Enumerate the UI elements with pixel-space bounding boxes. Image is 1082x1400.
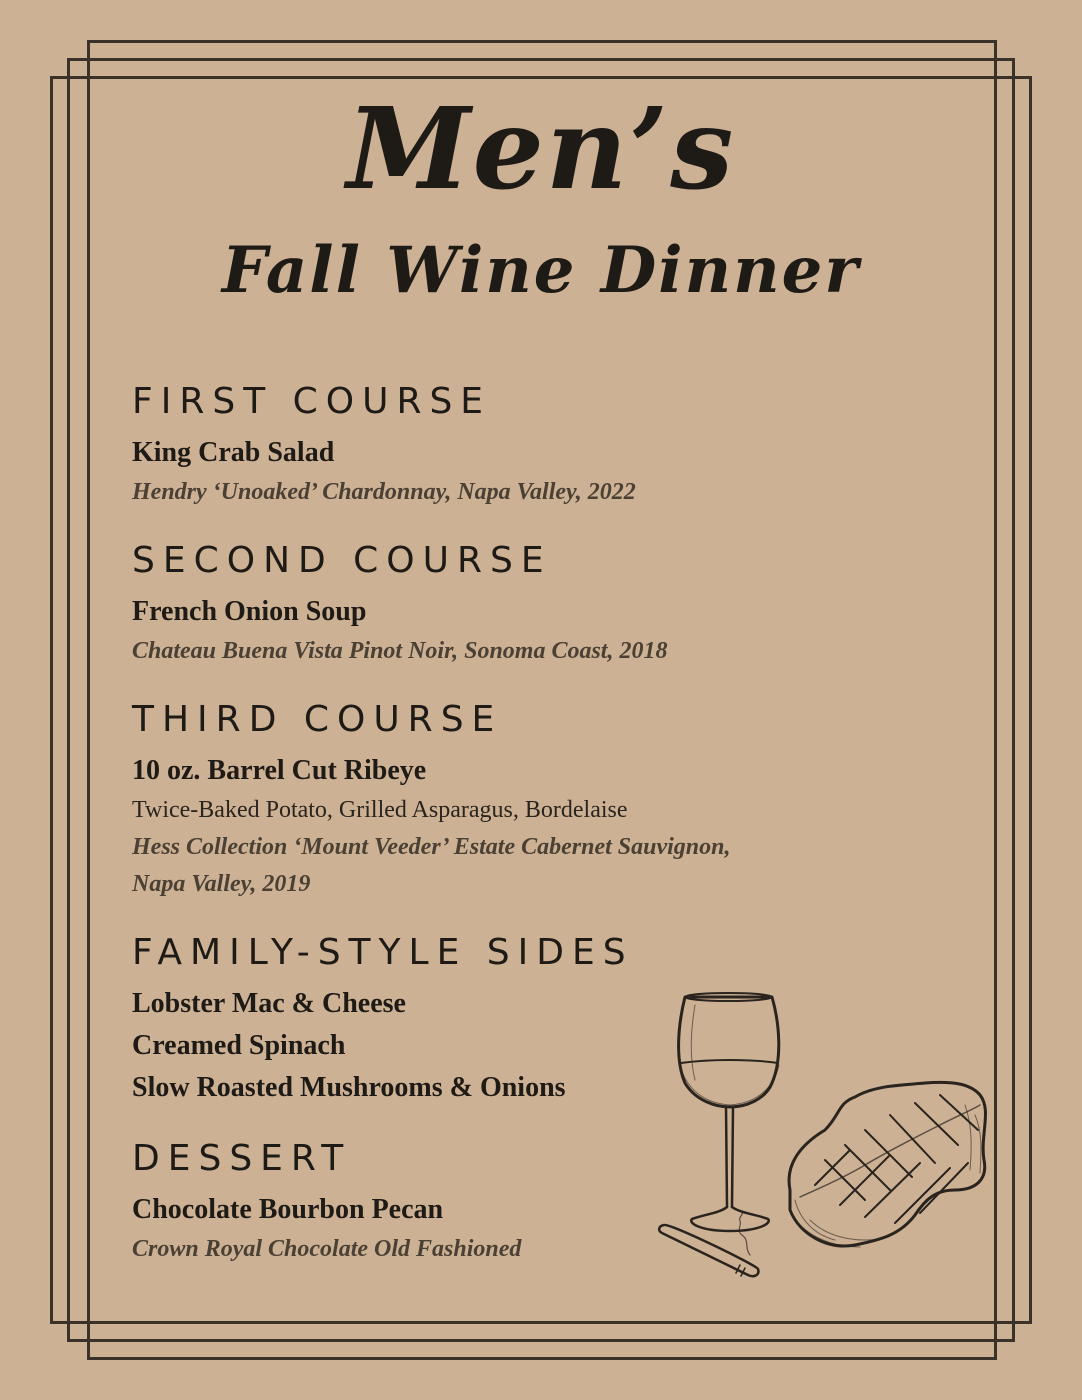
first-course-section bbox=[132, 376, 892, 511]
course-heading: THIRD COURSE bbox=[132, 699, 503, 740]
dish-name: Chocolate Bourbon Pecan bbox=[132, 1194, 444, 1225]
course-heading: FIRST COURSE bbox=[132, 381, 492, 422]
wine-pairing: Hess Collection ‘Mount Veeder’ Estate Cabernet Sauvignon, bbox=[132, 834, 731, 860]
wine-pairing: Chateau Buena Vista Pinot Noir, Sonoma Coast, 2018 bbox=[132, 638, 668, 664]
dish-name: French Onion Soup bbox=[132, 596, 367, 627]
wine-glass-icon bbox=[679, 993, 779, 1231]
cigar-icon bbox=[659, 1211, 758, 1276]
third-course-section bbox=[132, 694, 892, 903]
wine-pairing-continued: Napa Valley, 2019 bbox=[132, 871, 311, 897]
side-item: Lobster Mac & Cheese bbox=[132, 988, 406, 1019]
dish-accompaniments: Twice-Baked Potato, Grilled Asparagus, Bordelaise bbox=[132, 797, 628, 823]
wine-pairing: Hendry ‘Unoaked’ Chardonnay, Napa Valley, 2022 bbox=[132, 479, 636, 505]
steak-icon bbox=[789, 1082, 985, 1247]
side-item: Slow Roasted Mushrooms & Onions bbox=[132, 1072, 566, 1103]
dish-name: King Crab Salad bbox=[132, 437, 335, 468]
side-item: Creamed Spinach bbox=[132, 1030, 346, 1061]
dish-name: 10 oz. Barrel Cut Ribeye bbox=[132, 755, 427, 786]
menu-title: Men’s bbox=[346, 84, 736, 215]
second-course-section bbox=[132, 535, 892, 670]
drink-pairing: Crown Royal Chocolate Old Fashioned bbox=[132, 1236, 522, 1262]
illustration bbox=[650, 985, 990, 1305]
course-heading: SECOND COURSE bbox=[132, 540, 552, 581]
menu-subtitle: Fall Wine Dinner bbox=[221, 233, 861, 308]
course-heading: DESSERT bbox=[132, 1138, 352, 1179]
course-heading: FAMILY-STYLE SIDES bbox=[132, 932, 634, 973]
